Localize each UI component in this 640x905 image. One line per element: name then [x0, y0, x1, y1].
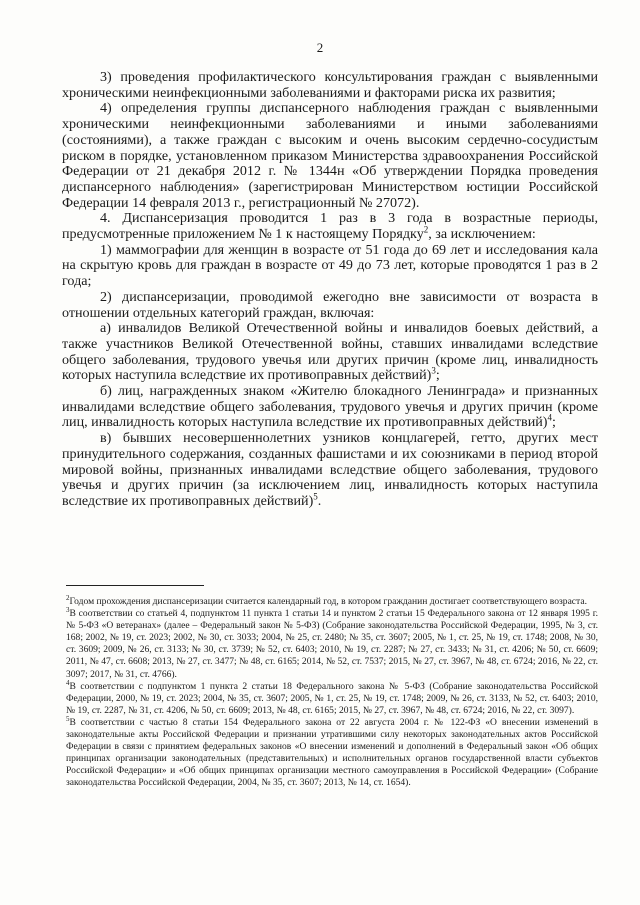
- footnote-ref-5[interactable]: 5: [313, 491, 318, 502]
- footnote-separator: [66, 585, 204, 586]
- footnote-4: $^4$В соответствии с подпунктом 1 пункта 2 статьи 18 Федерального закона № 5-ФЗ (Собрание законодательства Российской Федерации, 2000, № 19, ст. 2023; 2004, № 35, ст. 3607; 2005, № 1, ст. 25, № 19, ст. 1748; 2009, № 26, ст. 3133, № 52, ст. 6403; 2010, № 19, ст. 2287, № 31, ст. 4206, № 50, ст. 6609; 2013, № 48, ст. 6165; 2015, № 27, ст. 3967, № 48, ст. 6724; 2016, № 22, ст. 3097).: [66, 678, 598, 716]
- paragraph-category-b: б) лиц, награжденных знаком «Жителю блокадного Ленинграда» и признанных инвалидами вследствие общего заболевания, трудового увечья и других причин (кроме лиц, инвалидность которых наступила вследствие их противоправных действий)$^4$;: [62, 383, 598, 431]
- footnote-mark: 2: [66, 593, 70, 602]
- paragraph-item-3: 3) проведения профилактического консультирования граждан с выявленными хроническими неинфекционными заболеваниями и факторами риска их развития;: [62, 69, 598, 101]
- footnote-mark: 4: [66, 678, 70, 687]
- footnotes: [66, 593, 598, 790]
- footnote-ref-2[interactable]: 2: [423, 224, 429, 235]
- page-number: 2: [316, 40, 324, 55]
- footnote-3: $^3$В соответствии со статьей 4, подпунктом 11 пункта 1 статьи 14 и пунктом 2 статьи 15 Федерального закона от 12 января 1995 г. № 5-ФЗ «О ветеранах» (далее – Федеральный закон № 5-ФЗ) (Собрание законодательства Российской Федерации, 1995, № 3, ст. 168; 2002, № 19, ст. 2023; 2002, № 30, ст. 3033; 2004, № 25, ст. 2480; № 35, ст. 3607; 2005, № 1, ст. 25, № 19, ст. 1748; 2008, № 30, ст. 3609; 2009, № 26, ст. 3133; № 30, ст. 3739; № 52, ст. 6403; 2010, № 19, ст. 2287; № 27, ст. 3433; № 31, ст. 4206; № 50, ст. 6609; 2011, № 47, ст. 6608; 2013, № 27, ст. 3477; № 48, ст. 6165; 2014, № 52, ст. 7537; 2015, № 27, ст. 3967, № 48, ст. 6724; 2016, № 22, ст. 3097; 2017, № 31, ст. 4766).: [66, 605, 598, 680]
- paragraph-item-4: 4) определения группы диспансерного наблюдения граждан с выявленными хроническими неинфекционными заболеваниями и иными заболеваниями (состояниями), а также граждан с высоким и очень высоким сердечно-сосудистым риском в порядке, установленном приказом Министерства здравоохранения Российской Федерации от 21 декабря 2012 г. № 1344н «Об утверждении Порядка проведения диспансерного наблюдения» (зарегистрирован Министерством юстиции Российской Федерации 14 февраля 2013 г., регистрационный № 27072).: [62, 100, 598, 211]
- paragraph-clause-4: 4. Диспансеризация проводится 1 раз в 3 года в возрастные периоды, предусмотренные приложением № 1 к настоящему Порядку$^2$, за исключением:: [62, 210, 598, 243]
- footnote-2: $^2$Годом прохождения диспансеризации считается календарный год, в котором гражданин достигает соответствующего возраста.: [66, 593, 587, 607]
- footnote-mark: 3: [66, 605, 70, 614]
- paragraph-exception-1: 1) маммографии для женщин в возрасте от 51 года до 69 лет и исследования кала на скрытую кровь для граждан в возрасте от 49 до 73 лет, которые проводятся 1 раз в 2 года;: [62, 241, 598, 290]
- paragraph-exception-2: 2) диспансеризации, проводимой ежегодно вне зависимости от возраста в отношении отдельных категорий граждан, включая:: [62, 288, 598, 321]
- footnote-mark: 5: [66, 714, 70, 723]
- footnote-ref-3[interactable]: 3: [431, 365, 436, 376]
- paragraph-category-c: в) бывших несовершеннолетних узников концлагерей, гетто, других мест принудительного содержания, созданных фашистами и их союзниками в период второй мировой войны, признанных инвалидами вследствие общего заболевания, трудового увечья и других причин (за исключением лиц, инвалидность которых наступила вследствие их противоправных действий)$^5$.: [62, 430, 598, 509]
- footnote-5: $^5$В соответствии с частью 8 статьи 154 Федерального закона от 22 августа 2004 г. № 122-ФЗ «О внесении изменений в законодательные акты Российской Федерации и признании утратившими силу некоторых законодательных актов Российской Федерации в связи с принятием федеральных законов «О внесении изменений и дополнений в Федеральный закон «Об общих принципах организации законодательных (представительных) и исполнительных органов государственной власти субъектов Российской Федерации» и «Об общих принципах организации местного самоуправления в Российской Федерации» (Собрание законодательства Российской Федерации, 2004, № 35, ст. 3607; 2013, № 14, ст. 1654).: [66, 714, 598, 789]
- footnote-ref-4[interactable]: 4: [547, 412, 552, 423]
- body-text: [62, 70, 598, 510]
- paragraph-category-a: а) инвалидов Великой Отечественной войны и инвалидов боевых действий, а также участников Великой Отечественной войны, ставших инвалидами вследствие общего заболевания, трудового увечья или других причин (кроме лиц, инвалидность которых наступила вследствие их противоправных действий)$^3$;: [62, 320, 598, 384]
